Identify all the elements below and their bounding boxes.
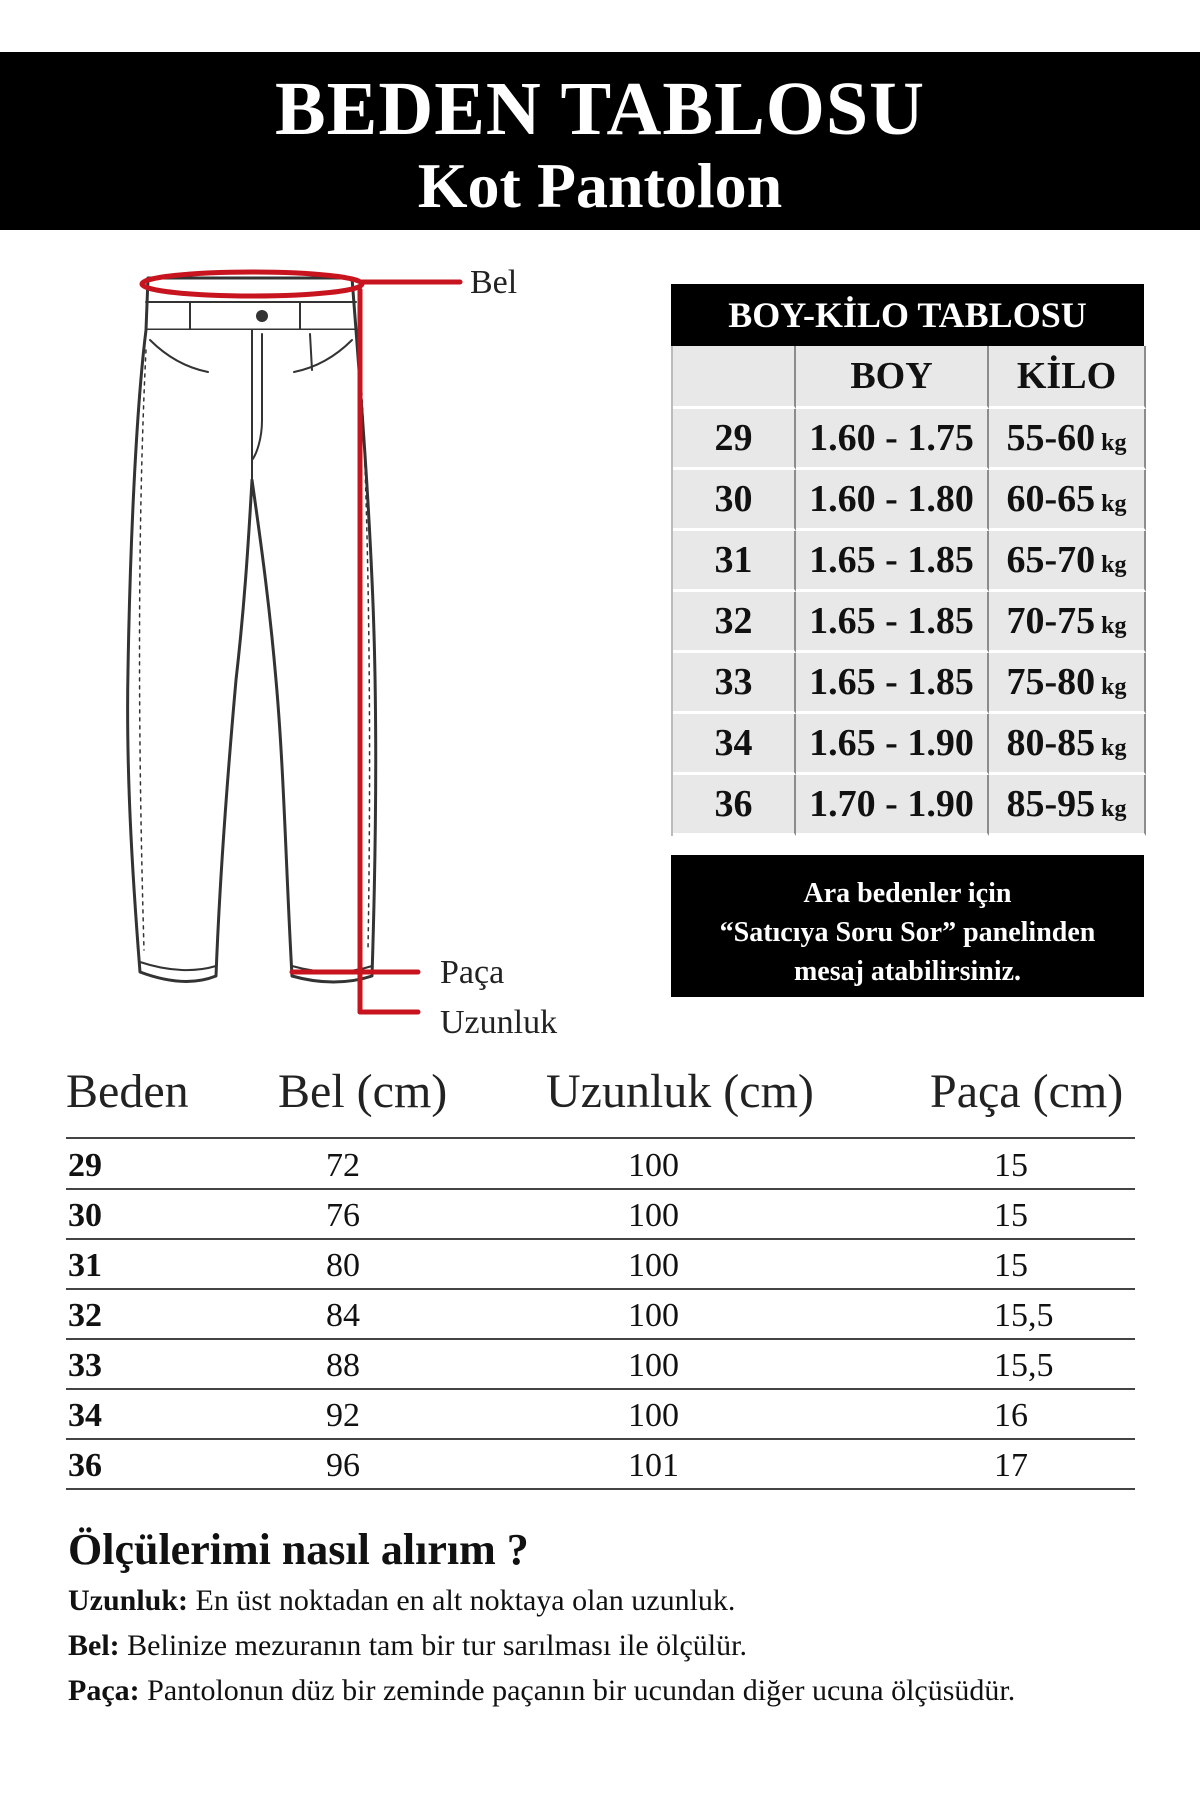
boy-kilo-boy-cell: 1.65 - 1.85	[796, 531, 989, 592]
howto-term: Paça:	[68, 1674, 140, 1707]
kilo-value: 70-75	[1006, 600, 1096, 642]
boy-kilo-kilo-cell	[989, 531, 1146, 592]
boy-kilo-beden-cell: 31	[673, 531, 796, 592]
boy-kilo-kilo-cell	[989, 409, 1146, 470]
boy-kilo-boy-cell: 1.60 - 1.75	[796, 409, 989, 470]
howto-item	[68, 1623, 1168, 1668]
kilo-value: 60-65	[1006, 478, 1096, 520]
cell-paca: 15	[994, 1247, 1028, 1284]
page-subtitle: Kot Pantolon	[417, 150, 783, 221]
cell-beden: 30	[68, 1197, 102, 1234]
howto-item	[68, 1578, 1168, 1623]
kilo-value: 80-85	[1006, 722, 1096, 764]
boy-kilo-beden-cell: 29	[673, 409, 796, 470]
size-table	[66, 1060, 1135, 1484]
howto-title: Ölçülerimi nasıl alırım ?	[68, 1525, 529, 1574]
boy-kilo-beden-cell: 32	[673, 592, 796, 653]
cell-uzunluk: 100	[628, 1247, 679, 1284]
boy-kilo-kilo-cell	[989, 775, 1146, 836]
bel-label: Bel	[470, 264, 518, 301]
note-line: mesaj atabilirsiniz.	[793, 956, 1022, 987]
boy-kilo-kilo-cell	[989, 470, 1146, 531]
note-line: Ara bedenler için	[803, 878, 1012, 909]
boy-kilo-boy-cell: 1.65 - 1.90	[796, 714, 989, 775]
size-table-row	[66, 1140, 1135, 1190]
cell-bel: 88	[326, 1347, 360, 1384]
boy-kilo-beden-cell: 30	[673, 470, 796, 531]
cell-uzunluk: 101	[628, 1447, 679, 1484]
howto-desc: Pantolonun düz bir zeminde paçanın bir ucundan diğer ucuna ölçüsüdür.	[139, 1674, 1016, 1707]
header-divider	[66, 1137, 1135, 1139]
kilo-unit: kg	[1101, 552, 1127, 578]
boy-kilo-header-empty	[673, 346, 796, 409]
header-uzunluk: Uzunluk (cm)	[546, 1065, 814, 1118]
boy-kilo-boy-cell: 1.65 - 1.85	[796, 653, 989, 714]
cell-paca: 15,5	[994, 1297, 1054, 1334]
cell-bel: 80	[326, 1247, 360, 1284]
cell-paca: 15	[994, 1197, 1028, 1234]
cell-beden: 29	[68, 1147, 102, 1184]
cell-bel: 92	[326, 1397, 360, 1434]
boy-kilo-beden-cell: 33	[673, 653, 796, 714]
header-beden: Beden	[66, 1065, 189, 1118]
size-table-row	[66, 1290, 1135, 1340]
cell-uzunluk: 100	[628, 1297, 679, 1334]
kilo-unit: kg	[1101, 674, 1127, 700]
kilo-unit: kg	[1101, 430, 1127, 456]
info-note	[671, 855, 1144, 997]
header-banner	[0, 52, 1200, 230]
size-table-row	[66, 1390, 1135, 1440]
boy-kilo-boy-cell: 1.65 - 1.85	[796, 592, 989, 653]
cell-uzunluk: 100	[628, 1197, 679, 1234]
cell-paca: 17	[994, 1447, 1028, 1484]
row-divider	[66, 1488, 1135, 1490]
jeans-diagram	[0, 250, 640, 1050]
header-bel: Bel (cm)	[278, 1065, 448, 1118]
size-table-row	[66, 1240, 1135, 1290]
kilo-value: 75-80	[1006, 661, 1096, 703]
boy-kilo-table	[671, 284, 1144, 836]
cell-uzunluk: 100	[628, 1147, 679, 1184]
boy-kilo-kilo-cell	[989, 714, 1146, 775]
paca-label: Paça	[440, 954, 505, 991]
howto-desc: Belinize mezuranın tam bir tur sarılması ile ölçülür.	[119, 1629, 747, 1662]
how-to-measure	[68, 1522, 1168, 1713]
howto-item	[68, 1668, 1168, 1713]
cell-bel: 96	[326, 1447, 360, 1484]
size-table-row	[66, 1440, 1135, 1490]
cell-uzunluk: 100	[628, 1397, 679, 1434]
header-paca: Paça (cm)	[930, 1065, 1124, 1118]
size-table-row	[66, 1190, 1135, 1240]
uzunluk-label: Uzunluk	[440, 1004, 558, 1041]
cell-beden: 33	[68, 1347, 102, 1384]
page-title: BEDEN TABLOSU	[274, 67, 926, 151]
kilo-unit: kg	[1101, 613, 1127, 639]
boy-kilo-kilo-cell	[989, 592, 1146, 653]
kilo-unit: kg	[1101, 796, 1127, 822]
cell-beden: 34	[68, 1397, 102, 1434]
cell-uzunluk: 100	[628, 1347, 679, 1384]
kilo-value: 65-70	[1006, 539, 1096, 581]
howto-term: Uzunluk:	[68, 1584, 189, 1617]
howto-term: Bel:	[68, 1629, 120, 1662]
kilo-unit: kg	[1101, 491, 1127, 517]
boy-kilo-beden-cell: 36	[673, 775, 796, 836]
cell-bel: 76	[326, 1197, 360, 1234]
kilo-unit: kg	[1101, 735, 1127, 761]
cell-paca: 15,5	[994, 1347, 1054, 1384]
cell-paca: 16	[994, 1397, 1028, 1434]
boy-kilo-header-boy: BOY	[796, 346, 989, 409]
boy-kilo-header-kilo: KİLO	[989, 346, 1146, 409]
boy-kilo-beden-cell: 34	[673, 714, 796, 775]
jeans-illustration	[0, 250, 640, 1050]
size-table-row	[66, 1340, 1135, 1390]
cell-bel: 72	[326, 1147, 360, 1184]
boy-kilo-kilo-cell	[989, 653, 1146, 714]
note-line: “Satıcıya Soru Sor” panelinden	[719, 917, 1096, 948]
boy-kilo-boy-cell: 1.70 - 1.90	[796, 775, 989, 836]
boy-kilo-boy-cell: 1.60 - 1.80	[796, 470, 989, 531]
cell-beden: 36	[68, 1447, 102, 1484]
howto-desc: En üst noktadan en alt noktaya olan uzunluk.	[188, 1584, 736, 1617]
boy-kilo-grid	[671, 346, 1144, 836]
cell-beden: 32	[68, 1297, 102, 1334]
cell-paca: 15	[994, 1147, 1028, 1184]
boy-kilo-title: BOY-KİLO TABLOSU	[671, 284, 1144, 346]
cell-beden: 31	[68, 1247, 102, 1284]
cell-bel: 84	[326, 1297, 360, 1334]
size-table-header	[66, 1060, 1135, 1136]
kilo-value: 55-60	[1006, 417, 1096, 459]
kilo-value: 85-95	[1006, 783, 1096, 825]
